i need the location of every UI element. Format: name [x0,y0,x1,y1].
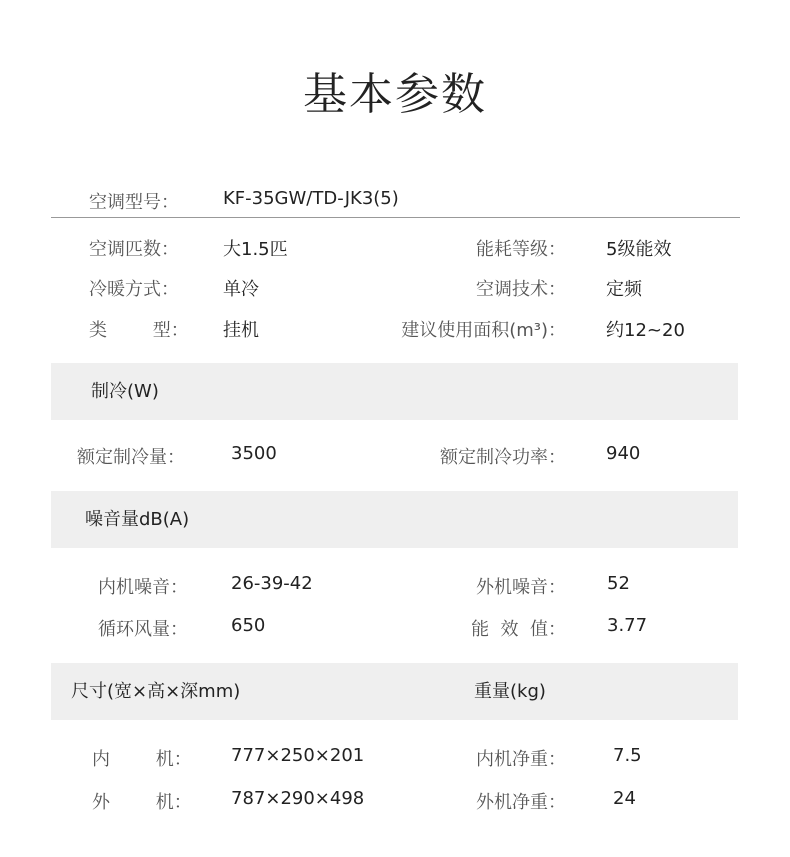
hp-value: 大1.5匹 [223,239,288,260]
model-divider [51,217,740,218]
indoor-noise-value: 26-39-42 [231,573,313,594]
size-header-text: 尺寸(宽×高×深mm) [71,681,241,702]
airflow-value: 650 [231,615,266,636]
indoor-size-label: 内 机： [92,749,192,770]
weight-header-text: 重量(kg) [474,681,546,702]
type-label: 类 型： [89,320,189,341]
energy-value: 5级能效 [606,239,672,260]
hp-label: 空调匹数： [89,239,179,260]
outdoor-noise-value: 52 [607,573,630,594]
outdoor-size-label: 外 机： [92,792,192,813]
type-value: 挂机 [223,320,259,341]
cooling-power-value: 940 [606,443,641,464]
outdoor-size-value: 787×290×498 [231,788,365,809]
cooling-power-label: 额定制冷功率： [440,447,566,468]
cooling-section-header [51,363,738,420]
noise-section-header [51,491,738,548]
outdoor-noise-label: 外机噪音： [476,577,566,598]
cooling-header-text: 制冷(W) [91,381,159,402]
page-title: 基本参数 [303,69,487,120]
noise-header-text: 噪音量dB(A) [85,509,190,530]
mode-value: 单冷 [223,279,259,300]
eer-value: 3.77 [607,615,648,636]
model-value: KF-35GW/TD-JK3(5) [223,188,399,209]
indoor-weight-label: 内机净重： [476,749,566,770]
outdoor-weight-label: 外机净重： [476,792,566,813]
area-label: 建议使用面积(m³)： [401,320,566,341]
tech-value: 定频 [606,279,642,300]
energy-label: 能耗等级： [476,239,566,260]
cooling-capacity-value: 3500 [231,443,277,464]
size-section-header [51,663,738,720]
cooling-capacity-label: 额定制冷量： [77,447,185,468]
tech-label: 空调技术： [476,279,566,300]
mode-label: 冷暖方式： [89,279,179,300]
area-value: 约12~20 [606,320,685,341]
model-label: 空调型号： [89,192,179,213]
eer-label: 能 效 值： [471,619,566,640]
indoor-noise-label: 内机噪音： [98,577,188,598]
indoor-weight-value: 7.5 [613,745,642,766]
indoor-size-value: 777×250×201 [231,745,365,766]
airflow-label: 循环风量： [98,619,188,640]
outdoor-weight-value: 24 [613,788,636,809]
